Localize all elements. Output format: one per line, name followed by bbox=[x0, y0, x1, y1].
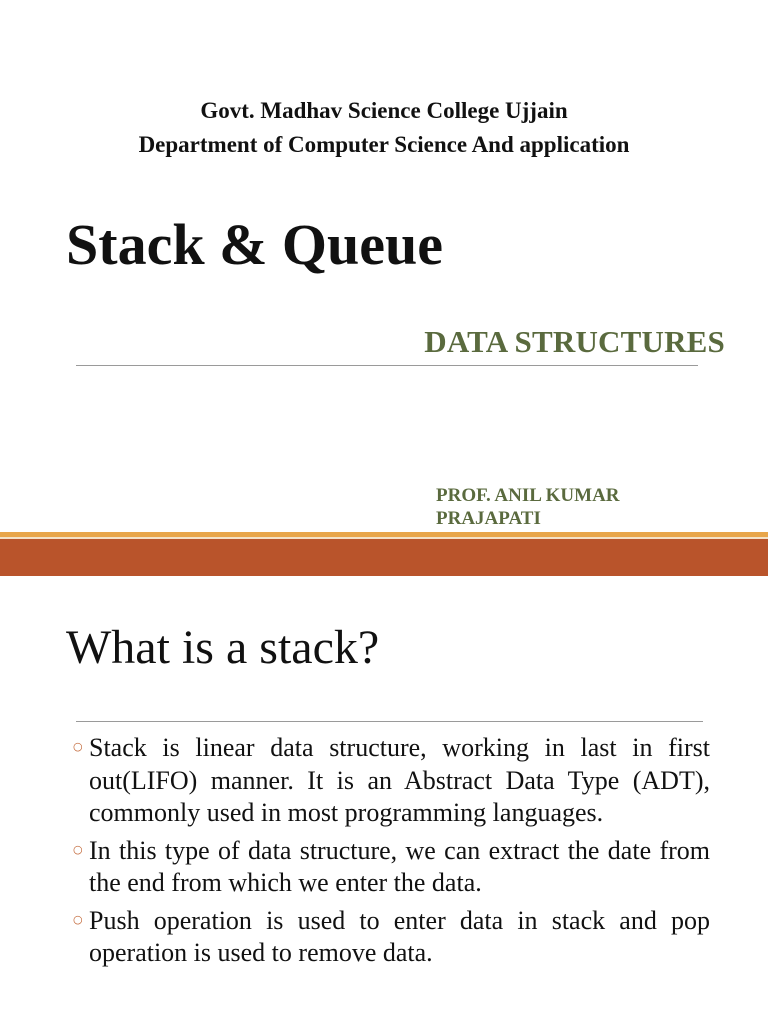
college-name: Govt. Madhav Science College Ujjain bbox=[200, 98, 568, 123]
slide-title: Stack & Queue bbox=[66, 212, 443, 277]
content-divider bbox=[76, 721, 703, 722]
author-name-line-1: PROF. ANIL KUMAR bbox=[436, 485, 620, 506]
slide-subtitle: DATA STRUCTURES bbox=[424, 324, 725, 359]
bullet-item bbox=[73, 732, 710, 830]
title-divider bbox=[76, 365, 698, 366]
author-name-line-2: PRAJAPATI bbox=[436, 508, 541, 529]
circle-bullet-icon: ○ bbox=[73, 912, 83, 926]
bullet-text: Stack is linear data structure, working in last in first out(LIFO) manner. It is an Abstract Data Type (ADT), commonly used in most programming languages. bbox=[89, 733, 710, 827]
author-name bbox=[436, 484, 696, 530]
content-slide bbox=[0, 576, 768, 1024]
circle-bullet-icon: ○ bbox=[73, 740, 83, 753]
bullet-item bbox=[73, 835, 710, 900]
separator-highlight-stripe bbox=[0, 537, 768, 539]
slide-separator-band bbox=[0, 532, 768, 576]
bullet-list bbox=[73, 732, 710, 975]
bullet-text: Push operation is used to enter data in stack and pop operation is used to remove data. bbox=[89, 905, 710, 967]
bullet-text: In this type of data structure, we can extract the date from the end from which we enter the data. bbox=[89, 835, 710, 897]
bullet-item bbox=[73, 905, 710, 970]
circle-bullet-icon: ○ bbox=[73, 842, 83, 856]
content-slide-title: What is a stack? bbox=[66, 621, 380, 674]
college-header bbox=[0, 94, 768, 162]
department-name: Department of Computer Science And application bbox=[138, 132, 630, 157]
